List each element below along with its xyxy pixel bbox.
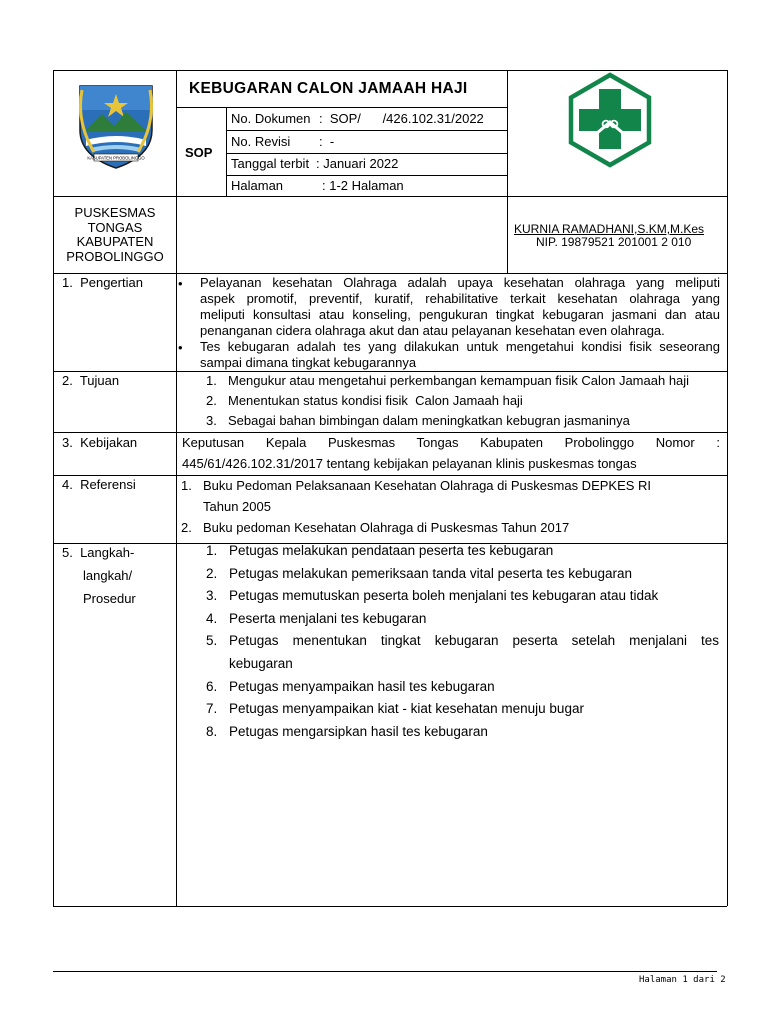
list-number: 1.: [206, 373, 217, 388]
tujuan-item: Menentukan status kondisi fisik Calon Jamaah haji: [228, 393, 523, 408]
document-title: KEBUGARAN CALON JAMAAH HAJI: [189, 80, 468, 97]
list-number: 8.: [206, 724, 218, 739]
pengertian-line: Tes kebugaran adalah tes yang dilakukan untuk mengetahui kondisi fisik seseorang: [200, 339, 720, 354]
issue-date-label: Tanggal terbit: [231, 156, 310, 171]
section-label-pengertian: 1. Pengertian: [62, 275, 143, 290]
prosedur-item: Petugas melakukan pendataan peserta tes kebugaran: [229, 543, 554, 558]
list-number: 1.: [181, 478, 192, 493]
pengertian-line: meliputi konsultasi atau konseling, pengukuran tingkat kebugaran jasmani dan atau: [200, 307, 720, 322]
prosedur-item: Petugas melakukan pemeriksaan tanda vital peserta tes kebugaran: [229, 566, 632, 581]
prosedur-item-continued: kebugaran: [229, 656, 293, 671]
referensi-item: Buku Pedoman Pelaksanaan Kesehatan Olahraga di Puskesmas DEPKES RI: [203, 478, 652, 493]
prosedur-item: Petugas memutuskan peserta boleh menjalani tes kebugaran atau tidak: [229, 588, 659, 603]
section-label-referensi: 4. Referensi: [62, 477, 136, 492]
prosedur-item: Petugas menyampaikan kiat - kiat kesehatan menuju bugar: [229, 701, 584, 716]
kebijakan-line: Keputusan Kepala Puskesmas Tongas Kabupaten Probolinggo Nomor :: [182, 435, 720, 450]
organization-name: PUSKESMAS TONGAS KABUPATEN PROBOLINGGO: [66, 205, 164, 264]
section-label-tujuan: 2. Tujuan: [62, 373, 120, 388]
svg-text:KABUPATEN PROBOLINGGO: KABUPATEN PROBOLINGGO: [87, 155, 145, 161]
list-number: 3.: [206, 413, 217, 428]
regency-emblem: [74, 82, 158, 172]
signer-name: KURNIA RAMADHANI,S.KM,M.Kes: [514, 222, 705, 236]
sop-label: SOP: [185, 145, 213, 160]
tujuan-item: Sebagai bahan bimbingan dalam meningkatkan kebugran jasmaninya: [228, 413, 630, 428]
page-value: : 1-2 Halaman: [322, 178, 404, 193]
list-number: 6.: [206, 679, 218, 694]
revision-value: : -: [319, 134, 335, 149]
kebijakan-line: 445/61/426.102.31/2017 tentang kebijakan pelayanan klinis puskesmas tongas: [182, 456, 637, 471]
section-label-kebijakan: 3. Kebijakan: [62, 435, 138, 450]
footer-page-number: Halaman 1 dari 2: [639, 975, 726, 985]
list-number: 1.: [206, 543, 218, 558]
list-number: 3.: [206, 588, 218, 603]
doc-number-value: : SOP/ /426.102.31/2022: [319, 111, 484, 126]
tujuan-item: Mengukur atau mengetahui perkembangan kemampuan fisik Calon Jamaah haji: [228, 373, 690, 388]
doc-number-label: No. Dokumen: [231, 111, 311, 126]
page-label: Halaman: [231, 178, 284, 193]
list-number: 2.: [206, 393, 217, 408]
prosedur-item: Petugas menentukan tingkat kebugaran peserta setelah menjalani tes: [229, 633, 719, 648]
puskesmas-logo: [562, 72, 658, 168]
bullet-icon: •: [178, 340, 183, 355]
list-number: 5.: [206, 633, 218, 648]
pengertian-line: aspek promotif, preventif, kuratif, rehabilitative terkait kesehatan olahraga yang: [200, 291, 720, 306]
prosedur-item: Petugas menyampaikan hasil tes kebugaran: [229, 679, 495, 694]
issue-date-value: : Januari 2022: [316, 156, 399, 171]
list-number: 2.: [206, 566, 218, 581]
list-number: 2.: [181, 520, 192, 535]
prosedur-item: Peserta menjalani tes kebugaran: [229, 611, 427, 626]
signer-nip: NIP. 19879521 201001 2 010: [536, 235, 692, 249]
prosedur-item: Petugas mengarsipkan hasil tes kebugaran: [229, 724, 488, 739]
list-number: 4.: [206, 611, 218, 626]
pengertian-line: sampai dimana tingkat kebugarannya: [200, 355, 417, 370]
bullet-icon: •: [178, 276, 183, 291]
list-number: 7.: [206, 701, 218, 716]
revision-label: No. Revisi: [231, 134, 291, 149]
pengertian-line: Pelayanan kesehatan Olahraga adalah upaya kesehatan olahraga yang meliputi: [200, 275, 720, 290]
section-label-prosedur: 5. Langkah- langkah/ Prosedur: [62, 545, 136, 606]
pengertian-line: penanganan cidera olahraga akut dan atau pelayanan kesehatan even olahraga.: [200, 323, 665, 338]
footer-divider: [53, 971, 717, 972]
referensi-item: Buku pedoman Kesehatan Olahraga di Puskesmas Tahun 2017: [203, 520, 570, 535]
referensi-item: Tahun 2005: [203, 499, 271, 514]
